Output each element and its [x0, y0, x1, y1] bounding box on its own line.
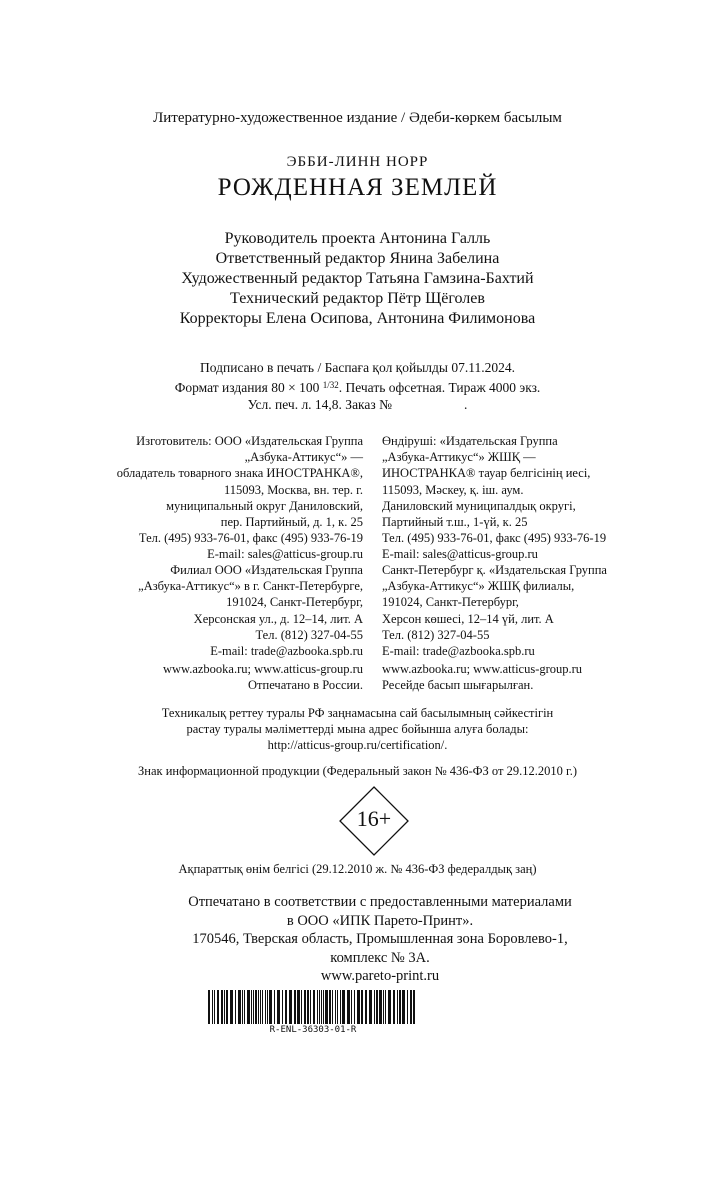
credit-line: Технический редактор Пётр Щёголев — [230, 290, 485, 307]
address-line: Херсон көшесі, 12–14 үй, лит. А — [382, 611, 554, 626]
barcode-bar — [242, 990, 243, 1024]
barcode-bar — [217, 990, 219, 1024]
barcode-bar — [376, 990, 378, 1024]
address-line: ИНОСТРАНКА® тауар белгісінің иесі, — [382, 466, 591, 481]
barcode-bar — [365, 990, 367, 1024]
manufacturer-ru — [40, 433, 363, 563]
signed-date: Подписано в печать / Баспаға қол қойылды 07.11.2024. — [200, 360, 515, 375]
barcode-bar — [413, 990, 415, 1024]
address-line: Өндіруші: «Издательская Группа — [382, 434, 558, 448]
barcode-bar — [247, 990, 250, 1024]
barcode-bar — [214, 990, 215, 1024]
barcode-bar — [407, 990, 408, 1024]
barcode-bar — [399, 990, 401, 1024]
web-kz — [382, 661, 682, 693]
barcode-bar — [301, 990, 302, 1024]
address-line: Партийный т.ш., 1-үй, к. 25 — [382, 515, 528, 530]
barcode-bar — [277, 990, 280, 1024]
barcode-bar — [282, 990, 283, 1024]
barcode-bar — [321, 990, 322, 1024]
printer-info — [0, 893, 715, 986]
barcode — [208, 990, 418, 1024]
barcode-bar — [208, 990, 210, 1024]
address-line: Изготовитель: ООО «Издательская Группа — [136, 434, 363, 448]
websites-line: www.azbooka.ru; www.atticus-group.ru — [162, 662, 363, 676]
address-line: „Азбука-Аттикус“» ЖШҚ — — [382, 450, 536, 465]
barcode-bar — [224, 990, 225, 1024]
address-line: 191024, Санкт-Петербург, — [226, 595, 363, 610]
barcode-bar — [269, 990, 272, 1024]
barcode-bar — [383, 990, 384, 1024]
printed-in-line: Отпечатано в России. — [248, 678, 363, 693]
barcode-bar — [262, 990, 263, 1024]
barcode-bar — [238, 990, 241, 1024]
phone-line: Тел. (812) 327-04-55 — [382, 627, 490, 642]
printed-in-line: Ресейде басып шығарылған. — [382, 678, 534, 693]
barcode-bar — [393, 990, 395, 1024]
barcode-bar — [310, 990, 311, 1024]
barcode-bar — [402, 990, 405, 1024]
barcode-bar — [388, 990, 391, 1024]
barcode-bar — [361, 990, 363, 1024]
barcode-bar — [297, 990, 300, 1024]
barcode-bar — [319, 990, 320, 1024]
author-name: ЭББИ-ЛИНН НОРР — [286, 154, 429, 170]
barcode-bar — [340, 990, 341, 1024]
address-line: 115093, Москва, вн. тер. г. — [223, 482, 363, 497]
barcode-bar — [325, 990, 328, 1024]
credit-line: Руководитель проекта Антонина Галль — [224, 230, 491, 247]
editorial-credits — [0, 229, 715, 329]
email-line: E-mail: sales@atticus-group.ru — [207, 547, 363, 562]
cert-line: растау туралы мәліметтерді мына адрес бойынша алуға болады: — [186, 722, 529, 736]
address-line: 115093, Мәскеу, қ. іш. аум. — [382, 482, 524, 497]
barcode-bar — [212, 990, 213, 1024]
barcode-bar — [251, 990, 252, 1024]
barcode-bar — [260, 990, 261, 1024]
credit-line: Художественный редактор Татьяна Гамзина-Бахтий — [181, 270, 534, 287]
printer-url: www.pareto-print.ru — [320, 968, 440, 984]
barcode-bar — [410, 990, 412, 1024]
barcode-bar — [342, 990, 345, 1024]
barcode-bar — [255, 990, 257, 1024]
printer-line: в ООО «ИПК Парето-Принт». — [286, 912, 474, 929]
barcode-bar — [332, 990, 333, 1024]
barcode-bar — [397, 990, 398, 1024]
cert-url: http://atticus-group.ru/certification/. — [267, 738, 448, 752]
sheets-end: . — [464, 397, 468, 412]
address-line: „Азбука-Аттикус“» в г. Санкт-Петербурге, — [138, 579, 363, 594]
email-line: E-mail: trade@azbooka.spb.ru — [382, 644, 535, 659]
barcode-bar — [337, 990, 338, 1024]
address-line: „Азбука-Аттикус“» ЖШҚ филиалы, — [382, 579, 575, 594]
address-line: обладатель товарного знака ИНОСТРАНКА®, — [116, 466, 363, 481]
barcode-bar — [379, 990, 382, 1024]
info-product-sign: Знак информационной продукции (Федеральный закон № 436-ФЗ от 29.12.2010 г.) — [138, 764, 577, 778]
cert-line: Техникалық реттеу туралы РФ заңнамасына сай басылымның сәйкестігін — [161, 706, 554, 720]
barcode-bar — [221, 990, 223, 1024]
barcode-bar — [351, 990, 352, 1024]
manufacturer-kz — [382, 433, 682, 563]
barcode-bar — [313, 990, 315, 1024]
address-line: 191024, Санкт-Петербург, — [382, 595, 519, 610]
web-ru — [40, 661, 363, 693]
barcode-bar — [307, 990, 309, 1024]
address-line: Херсонская ул., д. 12–14, лит. А — [193, 611, 363, 626]
barcode-bar — [235, 990, 236, 1024]
barcode-bar — [329, 990, 331, 1024]
address-line: Филиал ООО «Издательская Группа — [170, 563, 363, 577]
printer-line: Отпечатано в соответствии с предоставленными материалами — [188, 894, 572, 910]
print-details — [0, 359, 715, 414]
format-line — [0, 377, 715, 397]
format-prefix: Формат издания 80 × 100 — [174, 379, 323, 395]
barcode-bar — [274, 990, 275, 1024]
websites-line: www.azbooka.ru; www.atticus-group.ru — [382, 662, 583, 676]
credit-line: Корректоры Елена Осипова, Антонина Филимонова — [179, 310, 536, 327]
barcode-bar — [304, 990, 306, 1024]
barcode-bar — [253, 990, 254, 1024]
email-line: E-mail: trade@azbooka.spb.ru — [210, 644, 363, 659]
barcode-bar — [317, 990, 318, 1024]
barcode-bar — [265, 990, 266, 1024]
book-title: РОЖДЕННАЯ ЗЕМЛЕЙ — [217, 174, 498, 201]
address-line: пер. Партийный, д. 1, к. 25 — [220, 515, 363, 530]
barcode-bar — [369, 990, 372, 1024]
barcode-bar — [347, 990, 350, 1024]
barcode-bar — [226, 990, 228, 1024]
phone-line: Тел. (495) 933-76-01, факс (495) 933-76-19 — [138, 531, 363, 546]
format-fraction: 1/32 — [322, 379, 339, 390]
barcode-bar — [258, 990, 259, 1024]
format-suffix: . Печать офсетная. Тираж 4000 экз. — [338, 379, 541, 395]
sheets-line — [0, 396, 715, 414]
branch-kz — [382, 562, 682, 659]
barcode-label: R-ENL-36303-01-R — [269, 1025, 357, 1035]
barcode-bar — [354, 990, 355, 1024]
barcode-bar — [385, 990, 386, 1024]
barcode-bar — [335, 990, 336, 1024]
barcode-bar — [244, 990, 245, 1024]
phone-line: Тел. (812) 327-04-55 — [255, 627, 363, 642]
barcode-bar — [267, 990, 268, 1024]
barcode-bar — [294, 990, 296, 1024]
address-line: Даниловский муниципалдық округі, — [382, 498, 576, 513]
sheets-order: Усл. печ. л. 14,8. Заказ № — [247, 397, 392, 412]
phone-line: Тел. (495) 933-76-01, факс (495) 933-76-19 — [382, 531, 607, 546]
certification-note — [0, 705, 715, 753]
barcode-bar — [374, 990, 375, 1024]
credit-line: Ответственный редактор Янина Забелина — [215, 250, 500, 267]
age-rating-label: 16+ — [356, 806, 392, 831]
barcode-bar — [289, 990, 292, 1024]
address-line: муниципальный округ Даниловский, — [166, 498, 363, 513]
barcode-bar — [323, 990, 324, 1024]
address-line: „Азбука-Аттикус“» — — [244, 450, 363, 465]
edition-genre: Литературно-художественное издание / Әдеби-көркем басылым — [153, 110, 562, 126]
barcode-bar — [357, 990, 360, 1024]
barcode-bar — [230, 990, 233, 1024]
printer-line: комплекс № 3А. — [330, 949, 430, 966]
address-line: Санкт-Петербург қ. «Издательская Группа — [382, 563, 607, 577]
info-product-sign-kz: Ақпараттық өнім белгісі (29.12.2010 ж. № 436-ФЗ федералдық заң) — [178, 862, 537, 876]
branch-ru — [40, 562, 363, 659]
barcode-bar — [285, 990, 287, 1024]
email-line: E-mail: sales@atticus-group.ru — [382, 547, 538, 562]
printer-line: 170546, Тверская область, Промышленная зона Боровлево-1, — [192, 931, 568, 947]
